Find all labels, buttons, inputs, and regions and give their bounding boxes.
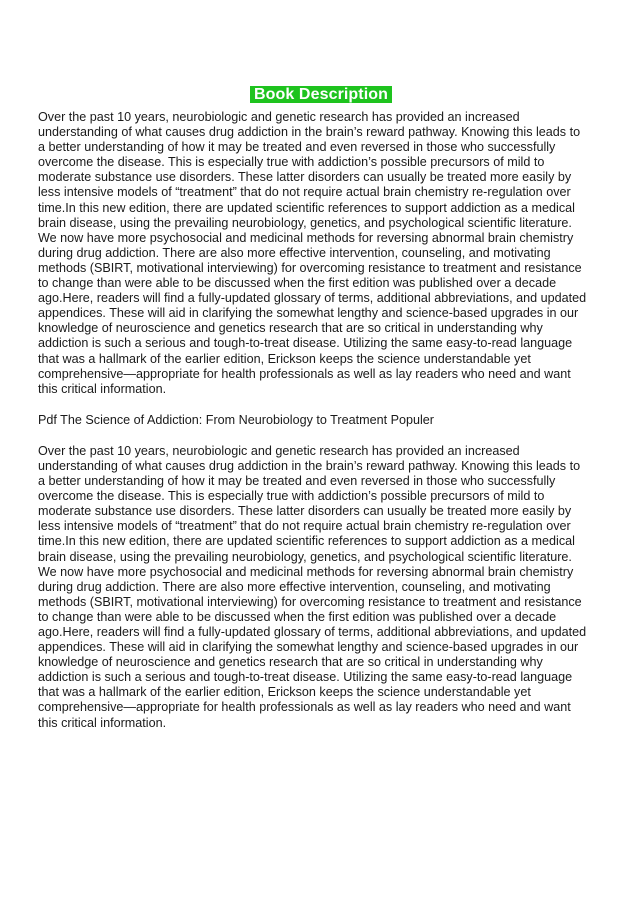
text-line: to change than were able to be discussed when the first edition was published over a decade xyxy=(38,609,557,624)
document-page xyxy=(38,86,604,731)
text-line: Over the past 10 years, neurobiologic and genetic research has provided an increased xyxy=(38,110,520,124)
description-paragraph xyxy=(38,110,604,397)
text-line: ago.Here, readers will find a fully-updated glossary of terms, additional abbreviations, and updated xyxy=(38,291,587,306)
text-line: comprehensive—appropriate for health professionals as well as lay readers who need and want xyxy=(38,366,571,381)
text-line: addiction is such a serious and tough-to-treat disease. Utilizing the same easy-to-read language xyxy=(38,336,573,351)
text-line: a better understanding of how it may be treated and even reversed in those who successfully xyxy=(38,474,556,489)
text-line: time.In this new edition, there are updated scientific references to support addiction as a medical xyxy=(38,534,575,549)
text-line: ago.Here, readers will find a fully-updated glossary of terms, additional abbreviations, and updated xyxy=(38,625,587,639)
text-line: time.In this new edition, there are updated scientific references to support addiction as a medical xyxy=(38,200,575,215)
text-line: appendices. These will aid in clarifying the somewhat lengthy and science-based upgrades in our xyxy=(38,640,579,655)
text-line: that was a hallmark of the earlier edition, Erickson keeps the science understandable yet xyxy=(38,685,531,700)
text-line: this critical information. xyxy=(38,381,167,396)
text-line: brain disease, using the prevailing neurobiology, genetics, and psychological scientific literature. xyxy=(38,215,572,230)
text-line: brain disease, using the prevailing neurobiology, genetics, and psychological scientific literature. xyxy=(38,549,572,564)
text-line: less intensive models of “treatment” that do not require actual brain chemistry re-regulation over xyxy=(38,519,571,534)
text-line: methods (SBIRT, motivational interviewing) for overcoming resistance to treatment and resistance xyxy=(38,594,582,609)
text-line: understanding of what causes drug addiction in the brain’s reward pathway. Knowing this leads to xyxy=(38,125,581,140)
text-line: We now have more psychosocial and medicinal methods for reversing abnormal brain chemistry xyxy=(38,230,574,245)
text-line: a better understanding of how it may be treated and even reversed in those who successfully xyxy=(38,140,556,155)
text-line: overcome the disease. This is especially true with addiction’s possible precursors of mild to xyxy=(38,155,545,170)
text-line: knowledge of neuroscience and genetics research that are so critical in understanding why xyxy=(38,321,543,336)
text-line: overcome the disease. This is especially true with addiction’s possible precursors of mild to xyxy=(38,489,545,504)
text-line: less intensive models of “treatment” that do not require actual brain chemistry re-regulation over xyxy=(38,185,571,200)
text-line: moderate substance use disorders. These latter disorders can usually be treated more easily by xyxy=(38,504,572,519)
text-line: to change than were able to be discussed when the first edition was published over a decade xyxy=(38,276,557,291)
text-line: moderate substance use disorders. These latter disorders can usually be treated more easily by xyxy=(38,170,572,185)
text-line: comprehensive—appropriate for health professionals as well as lay readers who need and want xyxy=(38,700,571,715)
text-line: knowledge of neuroscience and genetics research that are so critical in understanding why xyxy=(38,655,543,670)
text-line: understanding of what causes drug addiction in the brain’s reward pathway. Knowing this leads to xyxy=(38,458,581,473)
text-line: this critical information. xyxy=(38,715,167,730)
pdf-title-line: Pdf The Science of Addiction: From Neurobiology to Treatment Populer xyxy=(38,412,434,427)
repeated-description-paragraph xyxy=(38,444,604,731)
heading-container xyxy=(38,86,604,104)
text-line: during drug addiction. There are also more effective intervention, counseling, and motivating xyxy=(38,579,551,594)
book-description-heading: Book Description xyxy=(250,86,392,103)
text-line: Over the past 10 years, neurobiologic and genetic research has provided an increased xyxy=(38,443,520,458)
text-line: during drug addiction. There are also more effective intervention, counseling, and motivating xyxy=(38,245,551,260)
text-line: We now have more psychosocial and medicinal methods for reversing abnormal brain chemistry xyxy=(38,564,574,579)
text-line: methods (SBIRT, motivational interviewing) for overcoming resistance to treatment and resistance xyxy=(38,260,582,275)
text-line: that was a hallmark of the earlier edition, Erickson keeps the science understandable yet xyxy=(38,351,531,366)
text-line: addiction is such a serious and tough-to-treat disease. Utilizing the same easy-to-read language xyxy=(38,670,573,685)
text-line: appendices. These will aid in clarifying the somewhat lengthy and science-based upgrades in our xyxy=(38,306,579,321)
